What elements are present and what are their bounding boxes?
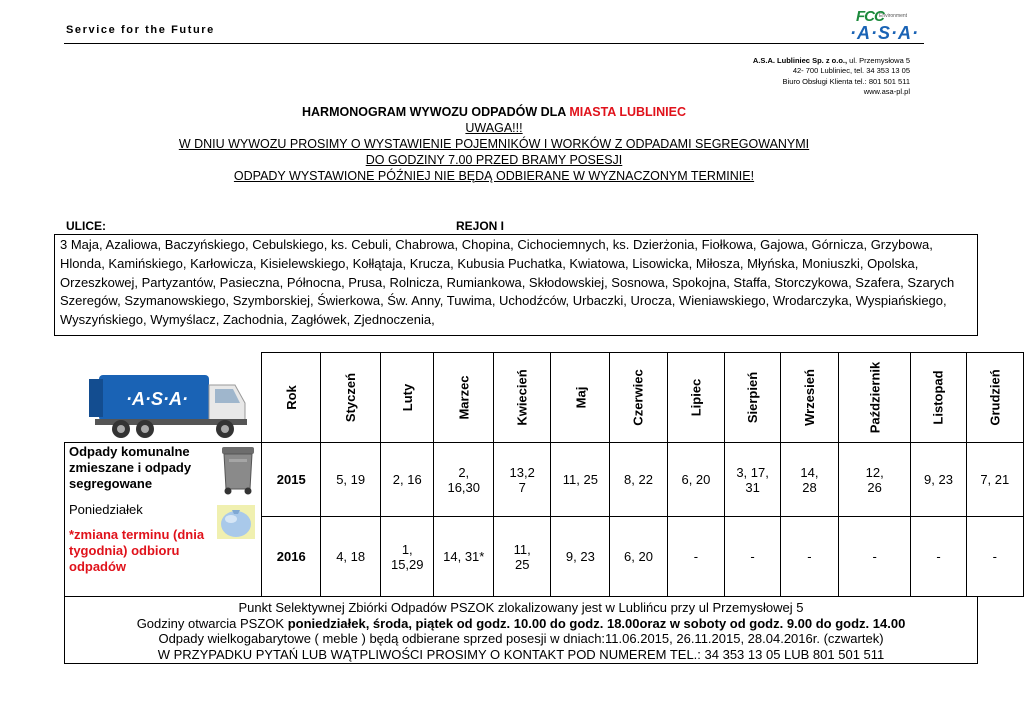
pszok-hours <box>65 616 977 632</box>
month-header <box>838 353 911 443</box>
date-cell: 14, 31* <box>434 517 494 597</box>
streets-list: 3 Maja, Azaliowa, Baczyńskiego, Cebulskiego, ks. Cebuli, Chabrowa, Chopina, Cichociemnych, ks. Dzierżonia, Fiołkowa, Gajowa, Górnicza, Grzybowa, Hlonda, Kamińskiego, Karłowicza, Kisielewskiego, Kołłątaja, Krucza, Kubusia Puchatka, Kwiatowa, Lisowicka, Miłosza, Młyńska, Moniuszki, Opolska, Orzeszkowej, Partyzantów, Pasieczna, Północna, Prusa, Rolnicza, Rumiankowa, Skłodowskiej, Sosnowa, Spokojna, Staffa, Storczykowa, Szafera, Szarych Szeregów, Szymanowskiego, Szymborskiej, Świerkowa, Św. Anny, Tuwima, Uchodźców, Urbaczki, Urocza, Wieniawskiego, Wrodarczyka, Wyspiańskiego, Wyszyńskiego, Wymyślacz, Zachodnia, Zagłówek, Zjednoczenia, <box>54 234 978 336</box>
title-prefix: HARMONOGRAM WYWOZU ODPADÓW DLA <box>302 105 570 119</box>
date-cell: - <box>781 517 839 597</box>
date-cell: 11, 25 <box>551 443 610 517</box>
truck-cell <box>65 353 262 443</box>
warning-heading: UWAGA!!! <box>465 121 523 135</box>
company-address <box>753 56 910 98</box>
date-cell: 14, 28 <box>781 443 839 517</box>
month-header <box>551 353 610 443</box>
schedule-change-note: *zmiana terminu (dnia tygodnia) odbioru odpadów <box>69 527 205 574</box>
waste-bin-icon <box>220 445 256 495</box>
logo-asa-text: ·A·S·A· <box>850 23 919 43</box>
region-label: REJON I <box>456 219 505 233</box>
year-header <box>262 353 321 443</box>
garbage-truck-icon <box>85 363 255 441</box>
month-header <box>434 353 494 443</box>
title-city: MIASTA LUBLINIEC <box>569 105 686 119</box>
waste-type: Odpady komunalne zmieszane i odpady segregowane <box>69 444 192 491</box>
truck-logo: ·A·S·A· <box>125 388 188 409</box>
month-label: Czerwiec <box>631 369 647 426</box>
date-cell: - <box>838 517 911 597</box>
month-label: Sierpień <box>745 371 761 424</box>
date-cell: - <box>966 517 1023 597</box>
month-label: Luty <box>399 383 415 412</box>
tagline: Service for the Future <box>66 24 215 36</box>
contact-info: W PRZYPADKU PYTAŃ LUB WĄTPLIWOŚCI PROSIMY O KONTAKT POD NUMEREM TEL.: 34 353 13 05 LUB 801 501 511 <box>157 646 885 662</box>
schedule-row-2015 <box>65 443 1024 517</box>
month-label: Październik <box>867 361 883 434</box>
document-title <box>64 104 924 120</box>
year-cell: 2016 <box>262 517 321 597</box>
pszok-hours-days: poniedziałek, środa, piątek od godz. 10.00 do godz. 18.00oraz w soboty od godz. 9.00 do godz. 14.00 <box>287 615 906 631</box>
bulky-waste-dates: Odpady wielkogabarytowe ( meble ) będą odbierane sprzed posesji w dniach:11.06.2015, 26.11.2015, 28.04.2016r. (czwartek) <box>158 631 884 647</box>
date-cell: 5, 19 <box>321 443 381 517</box>
month-label: Marzec <box>456 375 472 420</box>
year-cell: 2015 <box>262 443 321 517</box>
date-cell: 9, 23 <box>551 517 610 597</box>
date-cell: 1, 15,29 <box>381 517 434 597</box>
waste-description <box>65 443 262 597</box>
date-cell: 6, 20 <box>610 517 667 597</box>
date-cell: 12, 26 <box>838 443 911 517</box>
month-header <box>781 353 839 443</box>
date-cell: 2, 16 <box>381 443 434 517</box>
header-divider <box>64 43 924 44</box>
pszok-location: Punkt Selektywnej Zbiórki Odpadów PSZOK zlokalizowany jest w Lublińcu przy ul Przemysłowej 5 <box>238 600 804 615</box>
date-cell: - <box>911 517 966 597</box>
month-label: Styczeń <box>343 372 359 423</box>
date-cell: 3, 17, 31 <box>725 443 781 517</box>
pszok-hours-prefix: Godziny otwarcia PSZOK <box>136 615 288 631</box>
month-label: Grudzień <box>987 369 1003 426</box>
month-header <box>725 353 781 443</box>
company-name: A.S.A. Lubliniec Sp. z o.o., <box>752 56 848 65</box>
date-cell: 6, 20 <box>667 443 724 517</box>
company-street: ul. Przemysłowa 5 <box>847 56 910 65</box>
date-cell: 8, 22 <box>610 443 667 517</box>
month-header <box>321 353 381 443</box>
logo-fcc-text: FCC <box>856 8 884 25</box>
warning-line-2: DO GODZINY 7.00 PRZED BRAMY POSESJI <box>365 153 623 167</box>
month-header <box>911 353 966 443</box>
date-cell: 2, 16,30 <box>434 443 494 517</box>
month-header <box>610 353 667 443</box>
date-cell: 9, 23 <box>911 443 966 517</box>
date-cell: 7, 21 <box>966 443 1023 517</box>
month-header <box>381 353 434 443</box>
date-cell: 4, 18 <box>321 517 381 597</box>
month-header <box>667 353 724 443</box>
year-header-label: Rok <box>283 385 299 410</box>
collection-day: Poniedziałek <box>69 502 143 517</box>
date-cell: 11, 25 <box>494 517 551 597</box>
date-cell: - <box>725 517 781 597</box>
recycling-bag-icon <box>217 505 255 539</box>
month-label: Lipiec <box>688 378 704 417</box>
streets-label: ULICE: <box>66 219 106 233</box>
month-label: Listopad <box>931 370 947 425</box>
logo-fcc-subtext: Environment <box>879 13 908 19</box>
company-name-line <box>753 56 910 66</box>
warning-line-1: W DNIU WYWOZU PROSIMY O WYSTAWIENIE POJEMNIKÓW I WORKÓW Z ODPADAMI SEGREGOWANYMI <box>178 137 810 151</box>
month-label: Maj <box>572 386 588 409</box>
schedule-header-row <box>65 353 1024 443</box>
title-block <box>64 104 924 184</box>
company-city-phone: 42- 700 Lubliniec, tel. 34 353 13 05 <box>792 66 910 76</box>
month-header <box>494 353 551 443</box>
warning-line-3: ODPADY WYSTAWIONE PÓŹNIEJ NIE BĘDĄ ODBIERANE W WYZNACZONYM TERMINIE! <box>233 169 755 183</box>
month-label: Kwiecień <box>514 369 530 426</box>
company-logo <box>826 8 926 46</box>
date-cell: - <box>667 517 724 597</box>
month-header <box>966 353 1023 443</box>
date-cell: 13,2 7 <box>494 443 551 517</box>
company-website: www.asa-pl.pl <box>863 87 910 97</box>
company-hotline: Biuro Obsługi Klienta tel.: 801 501 511 <box>782 76 910 86</box>
footer-info <box>64 596 978 664</box>
month-label: Wrzesień <box>801 369 817 426</box>
schedule-table <box>64 352 1024 597</box>
